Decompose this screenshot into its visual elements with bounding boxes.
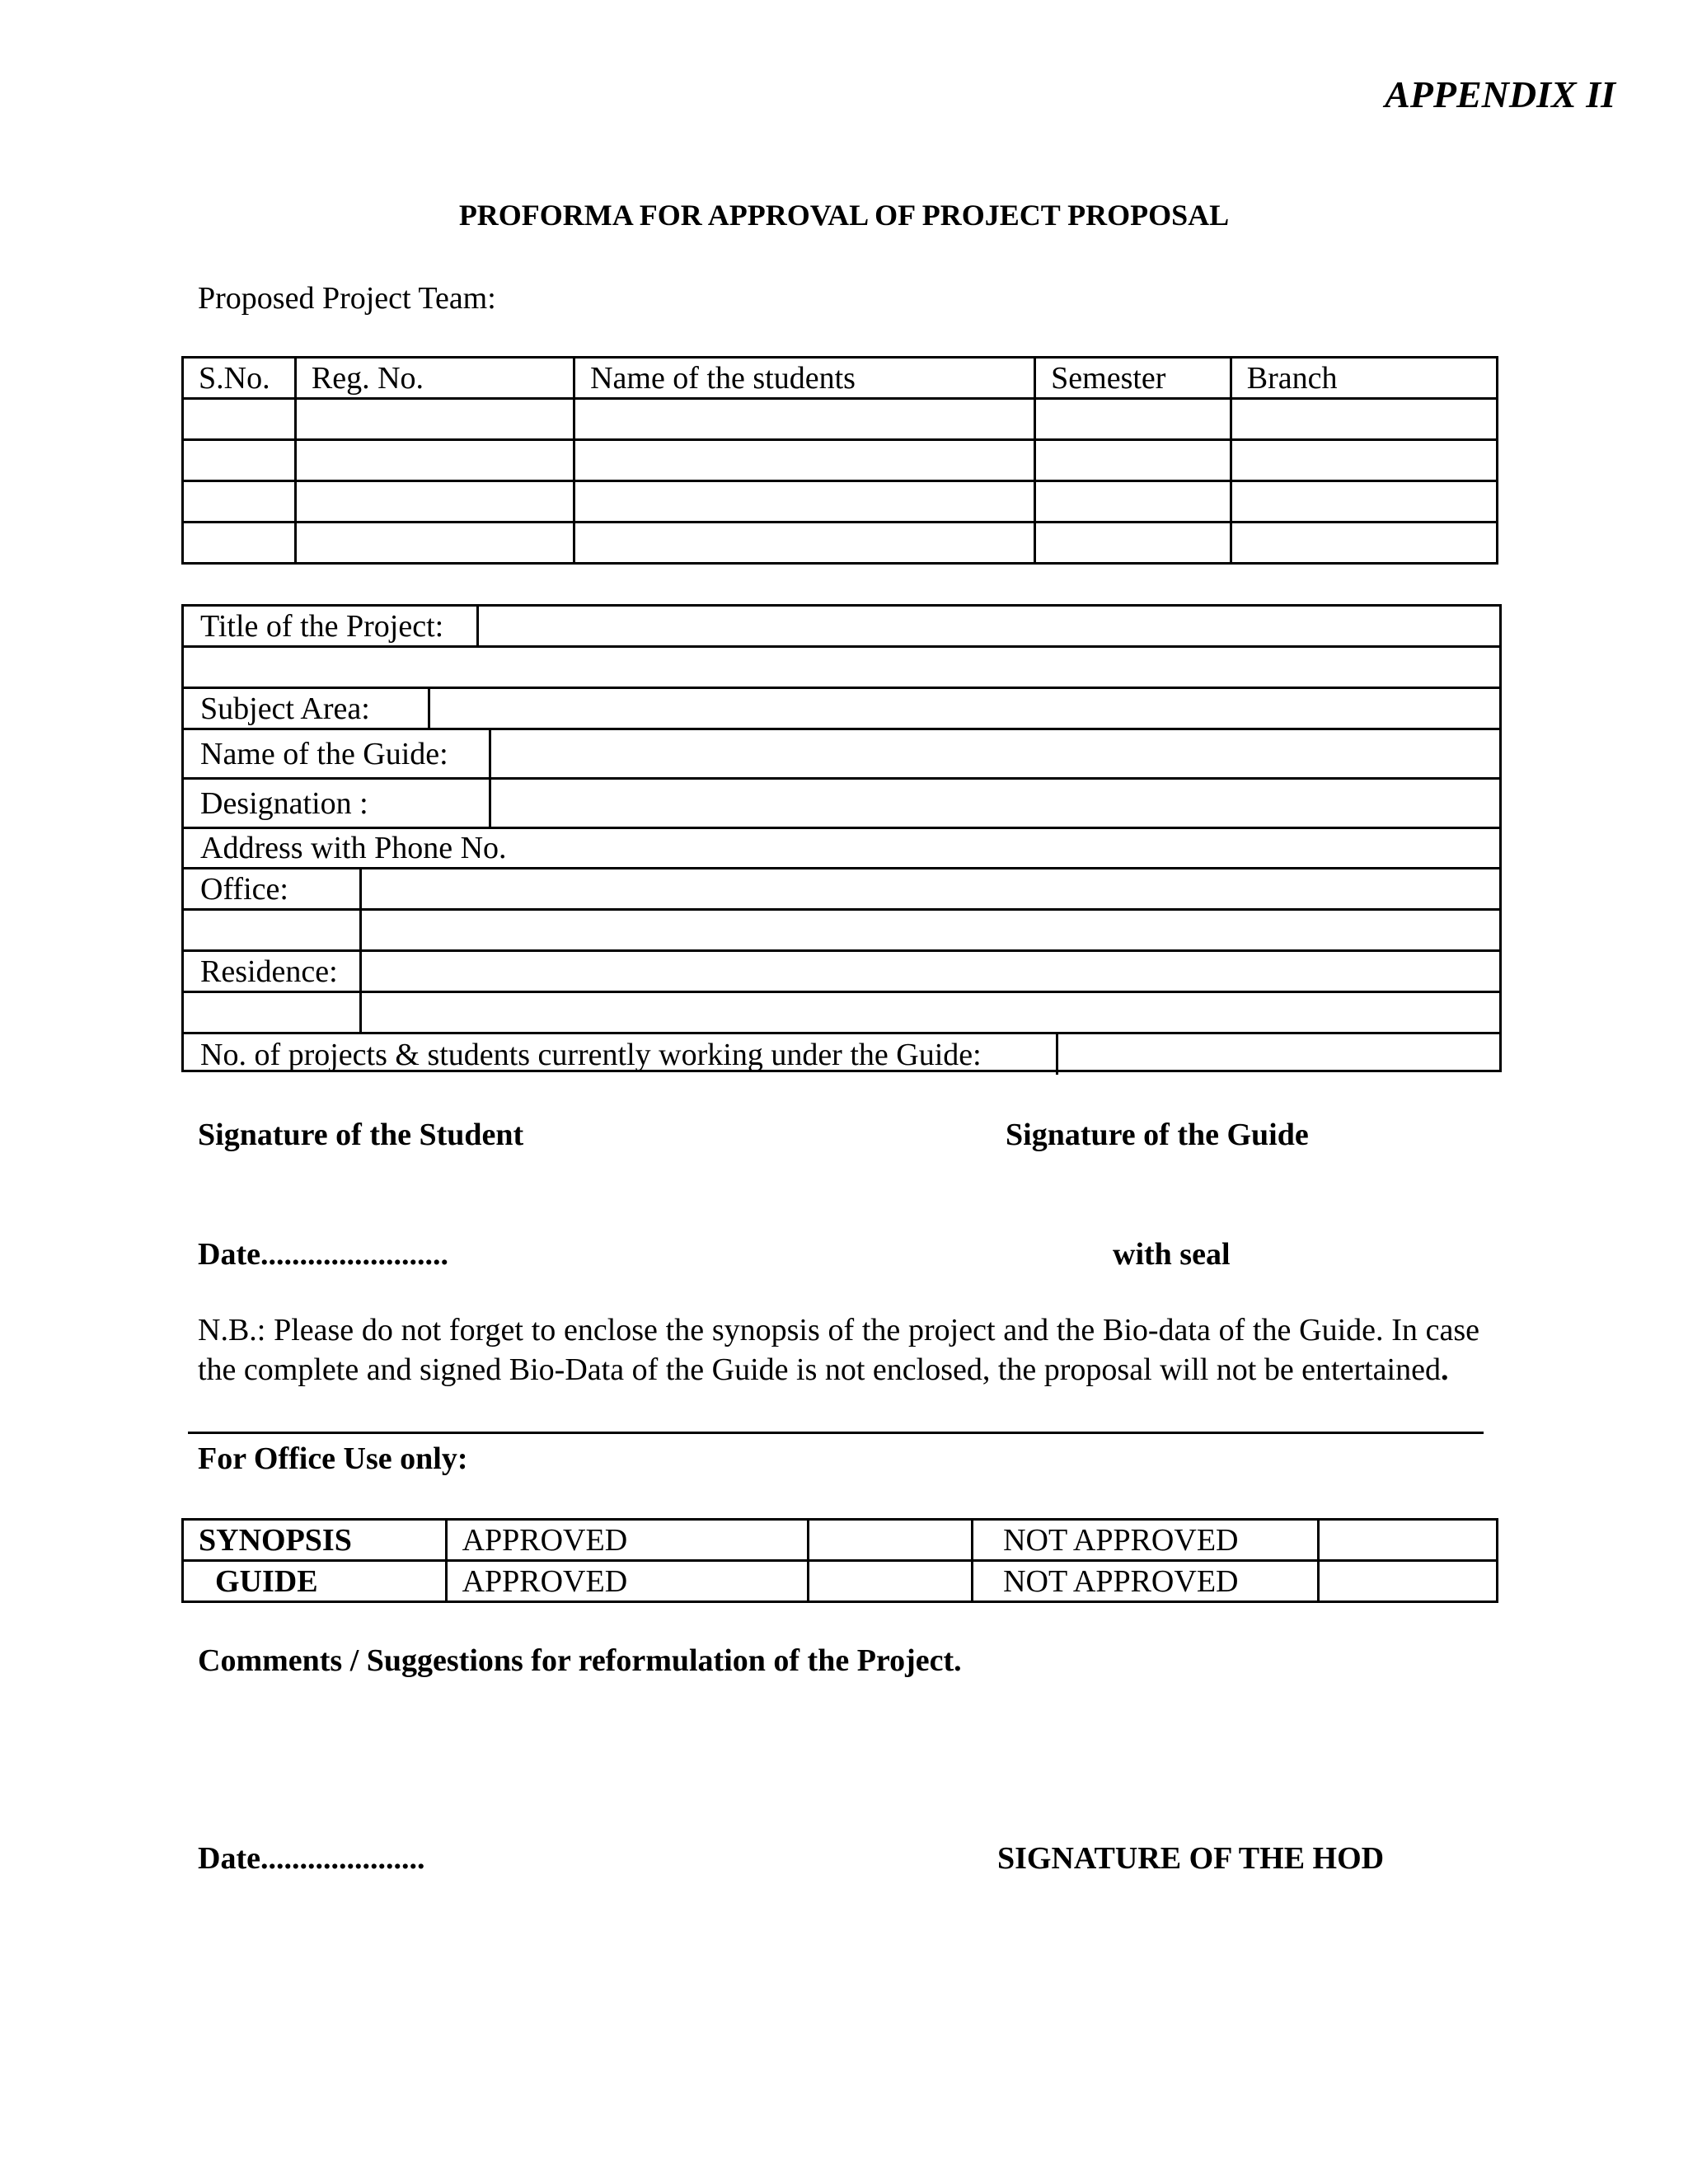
comments-label: Comments / Suggestions for reformulation of the Project. <box>198 1643 962 1678</box>
project-count-row <box>184 1034 1499 1075</box>
synopsis-label: SYNOPSIS <box>183 1520 447 1561</box>
cell-student-name[interactable] <box>574 440 1035 481</box>
col-student-name: Name of the students <box>574 358 1035 399</box>
address-row <box>184 829 1499 869</box>
divider <box>476 607 479 645</box>
cell-sno[interactable] <box>183 399 296 440</box>
hod-signature-label: SIGNATURE OF THE HOD <box>997 1841 1385 1876</box>
residence-row <box>184 952 1499 993</box>
not-approved-label: NOT APPROVED <box>973 1520 1319 1561</box>
cell-reg-no[interactable] <box>295 440 574 481</box>
approved-label: APPROVED <box>446 1561 808 1602</box>
divider-line <box>188 1432 1484 1434</box>
date-field-1: Date........................ <box>198 1237 448 1272</box>
not-approved-label: NOT APPROVED <box>973 1561 1319 1602</box>
guide-name-row <box>184 730 1499 780</box>
table-row <box>183 1520 1498 1561</box>
col-reg-no: Reg. No. <box>295 358 574 399</box>
project-title-label: Title of the Project: <box>200 608 444 644</box>
residence-label: Residence: <box>200 954 338 989</box>
designation-label: Designation : <box>200 785 368 821</box>
office-label: Office: <box>200 871 288 907</box>
divider <box>1056 1034 1058 1075</box>
project-count-label: No. of projects & students currently working under the Guide: <box>200 1037 982 1072</box>
address-label: Address with Phone No. <box>200 831 507 865</box>
cell-branch[interactable] <box>1231 523 1497 564</box>
note-body: N.B.: Please do not forget to enclose the synopsis of the project and the Bio-data of the Guide. In case the complete and signed Bio-Data of the Guide is not enclosed, the proposal will not be entertained <box>198 1313 1479 1387</box>
cell-student-name[interactable] <box>574 481 1035 523</box>
cell-semester[interactable] <box>1035 399 1231 440</box>
cell-semester[interactable] <box>1035 523 1231 564</box>
cell-branch[interactable] <box>1231 481 1497 523</box>
cell-reg-no[interactable] <box>295 523 574 564</box>
guide-label: GUIDE <box>183 1561 447 1602</box>
date-field-2: Date..................... <box>198 1841 425 1876</box>
cell-sno[interactable] <box>183 481 296 523</box>
team-label: Proposed Project Team: <box>198 281 496 316</box>
subject-area-label: Subject Area: <box>200 691 370 726</box>
col-branch: Branch <box>1231 358 1497 399</box>
table-row <box>183 523 1498 564</box>
note-text <box>198 1310 1479 1390</box>
guide-not-approved-box[interactable] <box>1318 1561 1497 1602</box>
project-title-row <box>184 607 1499 648</box>
office-use-label: For Office Use only: <box>198 1441 468 1476</box>
divider <box>359 911 362 949</box>
cell-sno[interactable] <box>183 523 296 564</box>
student-signature-label: Signature of the Student <box>198 1118 524 1152</box>
cell-reg-no[interactable] <box>295 481 574 523</box>
divider <box>489 730 491 777</box>
guide-signature-label: Signature of the Guide <box>1006 1118 1309 1152</box>
divider <box>428 689 430 728</box>
divider <box>359 952 362 991</box>
divider <box>359 869 362 908</box>
table-row <box>183 440 1498 481</box>
seal-label: with seal <box>1113 1237 1231 1272</box>
cell-branch[interactable] <box>1231 399 1497 440</box>
approval-table <box>181 1518 1498 1603</box>
guide-approved-box[interactable] <box>808 1561 972 1602</box>
cell-semester[interactable] <box>1035 481 1231 523</box>
office-extra-row[interactable] <box>184 911 1499 952</box>
residence-extra-row[interactable] <box>184 993 1499 1034</box>
synopsis-not-approved-box[interactable] <box>1318 1520 1497 1561</box>
project-title-field[interactable] <box>184 648 1499 689</box>
cell-student-name[interactable] <box>574 399 1035 440</box>
table-row <box>183 481 1498 523</box>
cell-student-name[interactable] <box>574 523 1035 564</box>
approved-label: APPROVED <box>446 1520 808 1561</box>
table-row <box>183 1561 1498 1602</box>
divider <box>489 780 491 827</box>
divider <box>359 993 362 1032</box>
cell-semester[interactable] <box>1035 440 1231 481</box>
designation-row <box>184 780 1499 829</box>
team-header-row <box>183 358 1498 399</box>
note-end: . <box>1440 1352 1449 1387</box>
guide-name-label: Name of the Guide: <box>200 736 448 771</box>
project-details-table <box>181 604 1502 1072</box>
subject-area-row <box>184 689 1499 730</box>
col-semester: Semester <box>1035 358 1231 399</box>
cell-sno[interactable] <box>183 440 296 481</box>
office-row <box>184 869 1499 911</box>
table-row <box>183 399 1498 440</box>
appendix-label: APPENDIX II <box>1385 73 1615 115</box>
col-sno: S.No. <box>183 358 296 399</box>
page-title: PROFORMA FOR APPROVAL OF PROJECT PROPOSAL <box>458 199 1230 232</box>
cell-reg-no[interactable] <box>295 399 574 440</box>
cell-branch[interactable] <box>1231 440 1497 481</box>
team-table <box>181 356 1498 565</box>
synopsis-approved-box[interactable] <box>808 1520 972 1561</box>
